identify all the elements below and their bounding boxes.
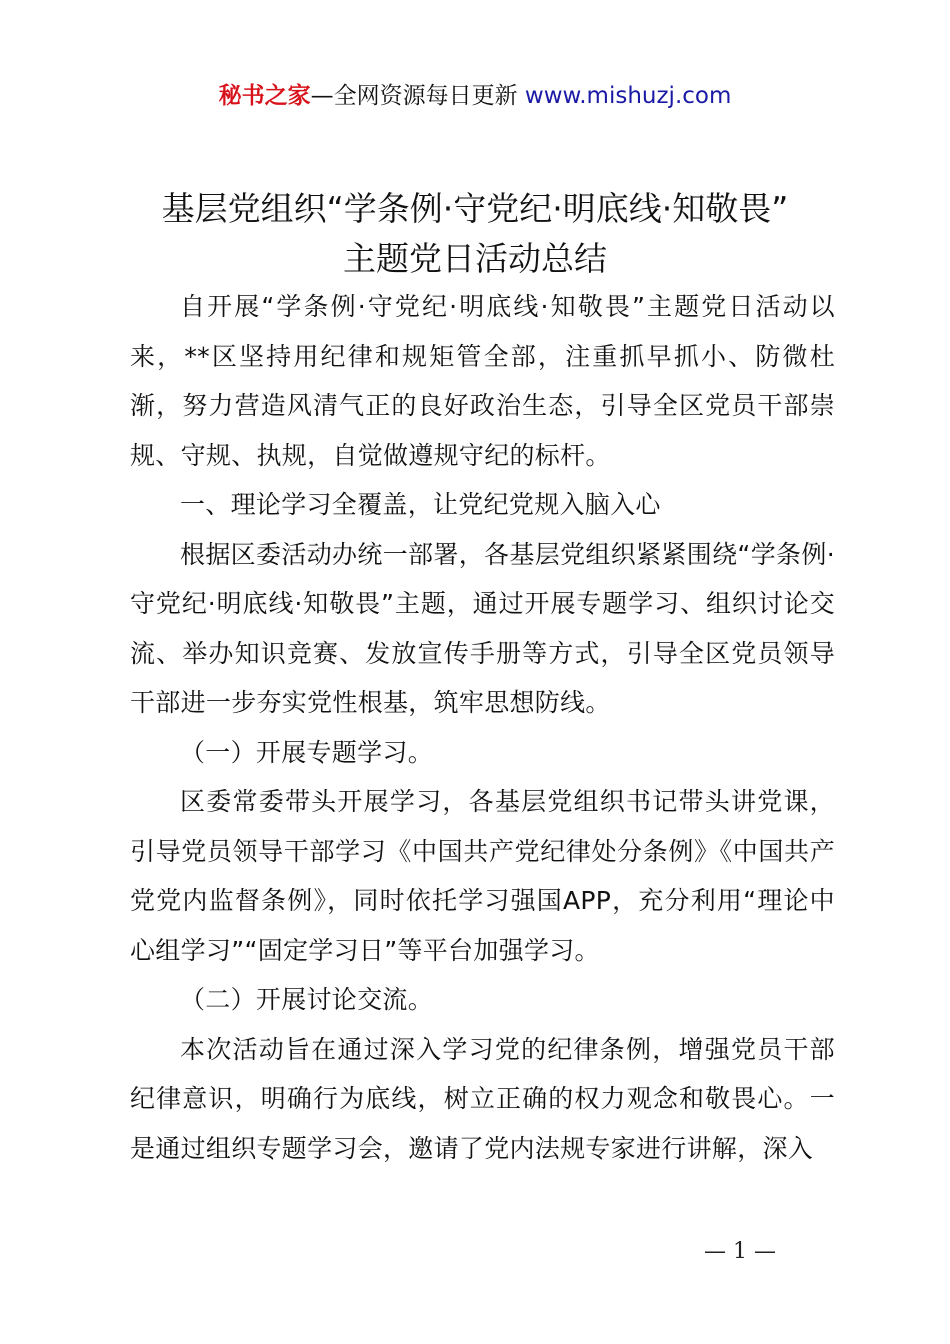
section-heading-1: 一、理论学习全覆盖，让党纪党规入脑入心 — [180, 490, 661, 519]
body-paragraph: 本次活动旨在通过深入学习党的纪律条例，增强党员干部纪律意识，明确行为底线，树立正确的权力观念和敬畏心。一是通过组织专题学习会，邀请了党内法规专家进行讲解，深入 — [130, 1034, 835, 1163]
title-line-2: 主题党日活动总结 — [343, 239, 607, 278]
body-paragraph: 区委常委带头开展学习，各基层党组织书记带头讲党课，引导党员领导干部学习《中国共产党纪律处分条例》《中国共产党党内监督条例》，同时依托学习强国APP，充分利用“理论中心组学习”“固定学习日”等平台加强学习。 — [130, 787, 835, 965]
subsection-heading-2: （二）开展讨论交流。 — [180, 985, 434, 1014]
body-paragraph-intro: 自开展“学条例·守党纪·明底线·知敬畏”主题党日活动以来，**区坚持用纪律和规矩管全部，注重抓早抓小、防微杜渐，努力营造风清气正的良好政治生态，引导全区党员干部崇规、守规、执规，自觉做遵规守纪的标杆。 — [130, 292, 835, 470]
header-tagline: —全网资源每日更新 — [310, 83, 518, 109]
subsection-heading-1: （一）开展专题学习。 — [180, 737, 434, 767]
website-link[interactable]: www.mishuzj.com — [524, 83, 732, 109]
page-number: — 1 — — [704, 1239, 776, 1264]
brand-name: 秘书之家 — [218, 83, 311, 109]
title-line-1: 基层党组织“学条例·守党纪·明底线·知敬畏” — [161, 189, 789, 228]
body-paragraph: 根据区委活动办统一部署，各基层党组织紧紧围绕“学条例·守党纪·明底线·知敬畏”主题，通过开展专题学习、组织讨论交流、举办知识竞赛、发放宣传手册等方式，引导全区党员领导干部进一步夯实党性根基，筑牢思想防线。 — [130, 539, 835, 717]
document-body — [130, 282, 835, 1173]
document-title — [0, 184, 950, 284]
source-header — [0, 80, 950, 112]
